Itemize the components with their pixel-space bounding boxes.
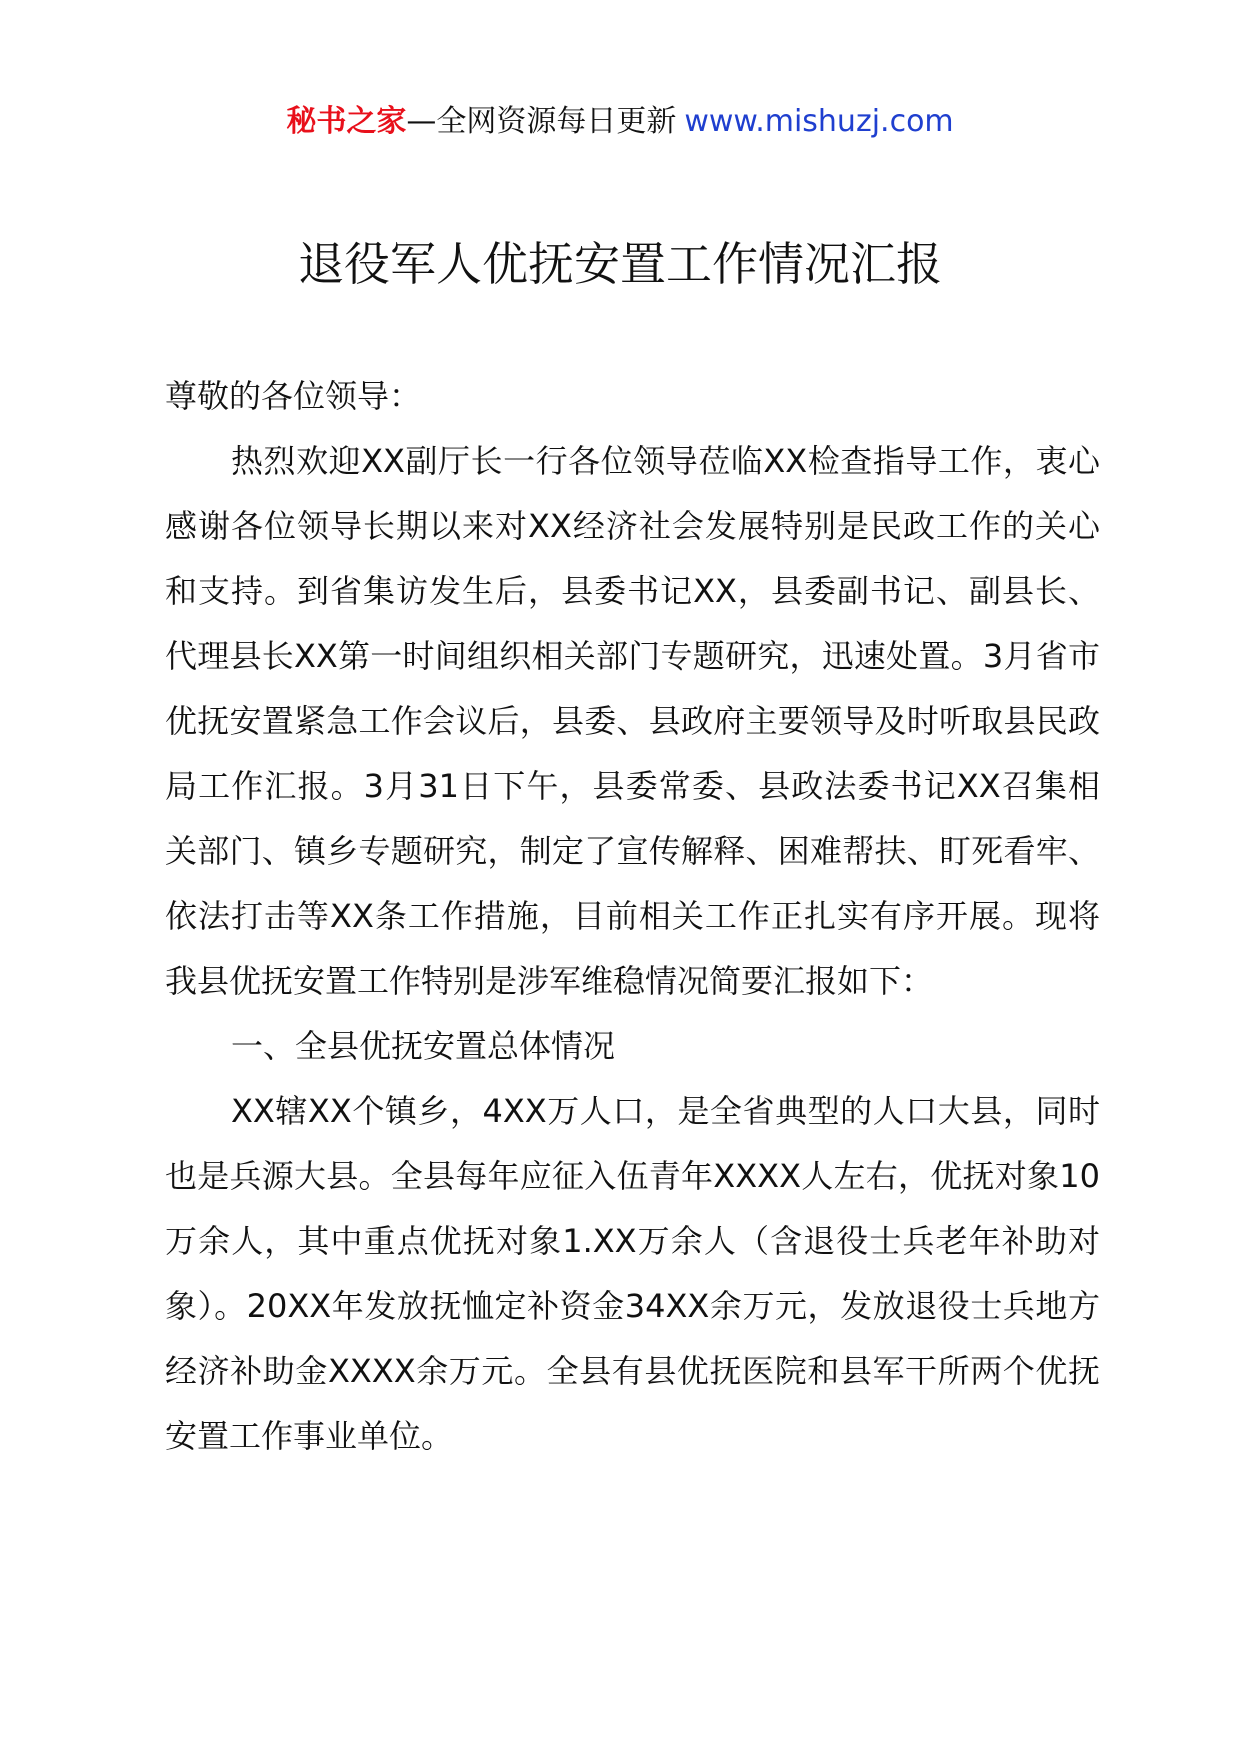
site-brand: 秘书之家: [286, 104, 407, 139]
paragraph-intro: 热烈欢迎XX副厅长一行各位领导莅临XX检查指导工作，衷心感谢各位领导长期以来对XX经济社会发展特别是民政工作的关心和支持。到省集访发生后，县委书记XX，县委副书记、副县长、代理县长XX第一时间组织相关部门专题研究，迅速处置。3月省市优抚安置紧急工作会议后，县委、县政府主要领导及时听取县民政局工作汇报。3月31日下午，县委常委、县政法委书记XX召集相关部门、镇乡专题研究，制定了宣传解释、困难帮扶、盯死看牢、依法打击等XX条工作措施，目前相关工作正扎实有序开展。现将我县优抚安置工作特别是涉军维稳情况简要汇报如下：: [165, 442, 1100, 1000]
document-title: 退役军人优抚安置工作情况汇报: [298, 237, 942, 291]
paragraph-overview: XX辖XX个镇乡，4XX万人口，是全省典型的人口大县，同时也是兵源大县。全县每年应征入伍青年XXXX人左右，优抚对象10万余人，其中重点优抚对象1.XX万余人（含退役士兵老年补助对象）。20XX年发放抚恤定补资金34XX余万元，发放退役士兵地方经济补助金XXXX余万元。全县有县优抚医院和县军干所两个优抚安置工作事业单位。: [165, 1092, 1100, 1455]
section-heading-1: 一、全县优抚安置总体情况: [231, 1027, 616, 1065]
site-tagline: —全网资源每日更新: [406, 104, 677, 139]
salutation: 尊敬的各位领导：: [165, 377, 422, 415]
site-header: [0, 100, 1240, 144]
site-url-link[interactable]: www.mishuzj.com: [684, 104, 954, 139]
document-body: [165, 364, 1100, 1469]
